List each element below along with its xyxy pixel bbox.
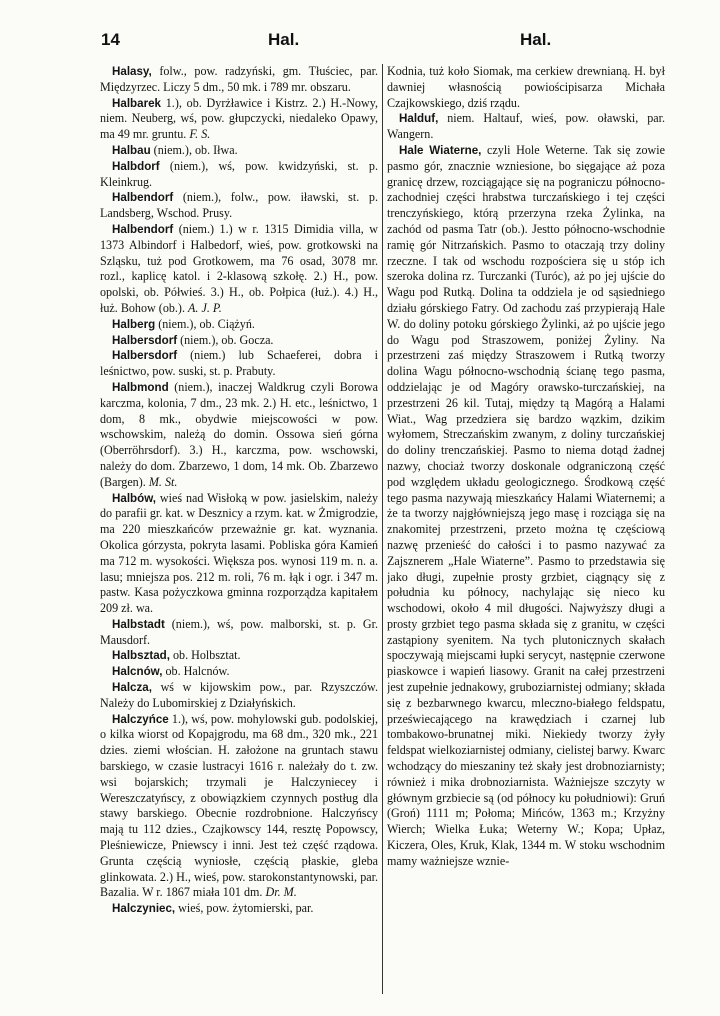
entry-headword: Halczyńce — [112, 712, 169, 726]
entry-text: folw., pow. radzyński, gm. Tłuściec, par. Międzyrzec. Liczy 5 dm., 50 mk. i 789 mr. obszaru. — [100, 64, 378, 94]
entry-text: wś w kijowskim pow., par. Rzyszczów. Należy do Lubomirskiej z Działyńskich. — [100, 680, 378, 710]
entry-headword: Halcza, — [112, 681, 152, 695]
dictionary-entry — [387, 143, 665, 870]
dictionary-entry — [387, 64, 665, 111]
entry-headword: Halbstadt — [112, 617, 165, 631]
entry-headword: Halbsztad, — [112, 649, 170, 663]
entry-text: wieś, pow. żytomierski, par. — [175, 901, 314, 916]
dictionary-entry — [100, 491, 378, 617]
entry-headword: Halduf, — [399, 112, 439, 126]
entry-text: (niem.), ob. Ciążyń. — [155, 316, 255, 331]
entry-text: (niem.), wś, pow. malborski, st. p. Gr. Mausdorf. — [100, 616, 378, 647]
entry-headword: Halbersdorf — [112, 333, 178, 347]
dictionary-entry — [100, 190, 378, 222]
entry-headword: Halbersdorf — [112, 349, 178, 363]
entry-text: Kodnia, tuż koło Siomak, ma cerkiew drewnianą. H. był dawniej własnością powiościpisarza Michała Czajkowskiego, dziś rządu. — [387, 64, 665, 110]
running-head-right: Hal. — [520, 30, 552, 49]
entry-text: czyli Hole Weterne. Tak się zowie pasmo gór, znacznie wzniesione, bo sięgające aż poza granicę drzew, rozciągające się na pograniczu północno-zachodniej części hrabstwa turczańskiego i tej części trenczyńskiego, którą przerzyna rzeka Żylinka, na zachód od pasma Tatr (ob.). Jestto północno-wschodnie ramię gór Nitrzańskich. Pasmo to otaczają trzy doliny rzeczne. I tak od wschodu rozpościera się u stóp ich szeroka dolina rz. Turczanki (Turóc), aż po jej ujście do Wagu pod Rutką. Dolina ta oddziela je od sąsiedniego działu górskiego Fatry. Od zachodu zaś przypierają Hale W. do doliny potoku górskiego Żylinki, aż po ujście jego do Wagu pod Straszowem, poniżej Żyliny. Na przestrzeni zaś między Straszowem i Rutką tworzy dolina Wagu północno-wschodnią ścianę tego pasma, oddzielając je od Magóry orawsko-turczańskiej, na przestrzeni 26 kil. Tutaj, między tą Magórą a Halami Wiat., Wag przedziera się bardzo wązkim, dzikim wyłomem, Streczańskim zwanym, z doliny turczańskiej do doliny trenczańskiej. Pasmo to niema dotąd żadnej nazwy, chociaż tworzy doskonale odgraniczoną część pod względem układu geologicznego. Środkową część tego pasma nazywają mieszkańcy Halami Wiaternemi; a że ta tworzy najgłówniejszą jego masę i rozciąga się na znakomitej przestrzeni, przeto można tę częściową nazwę przenieść do całości i to pasmo nazywać za Zajsznerem „Hale Wiaterne”. Pasmo to przedstawia się jako długi, zupełnie prosty grzbiet, ciągnący się z południa ku północy, nachylając się nieco ku wschodowi, około 4 mil długości. Najwyższy długi a prosty grzbiet tego pasma składa się z granitu, w części zastąpiony syenitem. Na tych plutonicznych skałach spoczywają miejscami łupki serycyt, następnie czerwone piaskowce i wapień liasowy. Granit na całej przestrzeni jest zupełnie jednakowy, gruboziarnistej odmiany; składa się z bezbarwnego kwarcu, mleczno-białego feldspatu, przeświecającego na krawędziach i czarnej lub tombakowo-brunatnej miki. Niekiedy tworzy żyły feldspat wielkoziarnistej odmiany, cielistej barwy. Kwarc wchodzący do mieszaniny też skały jest drobnoziarnisty; również i mika drobnoziarnista. Ważniejsze szczyty w głównym grzbiecie są (od północy ku południowi): Gruń (Groń) 1111 m; Połoma; Mińców, 1363 m.; Krzyżny Wierch; Wielka Łuka; Weterny W.; Kopa; Upłaz, Kiczera, Oles, Kruk, Klak, 1344 m. W stoku wschodnim mamy ważniejsze wznie- — [387, 142, 665, 868]
dictionary-entry — [100, 617, 378, 649]
entry-headword: Halbau — [112, 143, 151, 157]
entry-signature: F. S. — [189, 127, 211, 142]
column-divider — [382, 64, 383, 994]
entry-text: (niem.), wś, pow. kwidzyński, st. p. Kleinkrug. — [100, 158, 378, 189]
dictionary-entry — [100, 333, 378, 349]
entry-text: ob. Halcnów. — [162, 664, 230, 679]
right-column — [387, 64, 665, 994]
page-header — [0, 30, 720, 58]
entry-signature: M. St. — [148, 474, 178, 489]
entry-headword: Halbendorf — [112, 191, 174, 205]
entry-text: (niem.) lub Schaeferei, dobra i leśnictwo, pow. suski, st. p. Prabuty. — [100, 348, 378, 379]
page-number: 14 — [101, 30, 120, 49]
entry-text: (niem.) 1.) w r. 1315 Dimidia villa, w 1373 Albindorf i Halbedorf, wieś, pow. grotkowski na Szląsku, tuż pod Grotkowem, ma 76 osad, 3078 mr. rozl., kaplicę katol. i 2-klasową szkołę. 2.) H., pow. opolski, ob. Półwieś. 3.) H., ob. Połpica (łuż.). 4.) H., łuż. Bohow (ob.). — [100, 221, 378, 315]
dictionary-entry — [100, 64, 378, 96]
dictionary-entry — [100, 664, 378, 680]
dictionary-entry — [100, 159, 378, 191]
entry-headword: Halczyniec, — [112, 902, 176, 916]
dictionary-entry — [100, 348, 378, 380]
entry-headword: Halbendorf — [112, 222, 174, 236]
entry-text: (niem.), ob. Gocza. — [177, 332, 274, 347]
dictionary-entry — [100, 648, 378, 664]
entry-text: 1.), ob. Dyrżławice i Kistrz. 2.) H.-Nowy, niem. Neuberg, wś, pow. głupczycki, niedaleko Opawy, ma 49 mr. gruntu. — [100, 95, 378, 142]
entry-text: wieś nad Wisłoką w pow. jasielskim, należy do parafii gr. kat. w Desznicy a rzym. kat. w Żmigrodzie, ma 220 mieszkańców przeważnie gr. kat. wyznania. Okolica górzysta, pokryta lasami. Pobliska góra Kamień ma 712 m. wysokości. Większa pos. wynosi 119 m. n. a. lasu; mniejsza pos. 212 m. roli, 76 m. łąk i ogr. i 347 m. pastw. Kasa pożyczkowa gminna rozporządza kapitałem 209 zł. wa. — [100, 490, 378, 616]
entry-text: ob. Holbsztat. — [169, 648, 241, 663]
entry-signature: A. J. P. — [188, 300, 222, 315]
entry-headword: Halasy, — [112, 65, 152, 78]
entry-text: niem. Haltauf, wieś, pow. oławski, par. Wangern. — [387, 111, 665, 142]
left-column — [100, 64, 378, 994]
entry-headword: Halberg — [112, 317, 156, 331]
entry-text: (niem.), ob. Iłwa. — [150, 142, 238, 157]
dictionary-entry — [100, 317, 378, 333]
entry-headword: Halbów, — [112, 491, 157, 505]
dictionary-entry — [100, 901, 378, 917]
entry-text: (niem.), folw., pow. iławski, st. p. Landsberg, Wschod. Prusy. — [100, 190, 378, 221]
dictionary-entry — [100, 712, 378, 902]
entry-headword: Halbmond — [112, 380, 169, 394]
entry-headword: Hale Wiaterne, — [399, 143, 482, 157]
dictionary-entry — [100, 680, 378, 712]
entry-headword: Halbdorf — [112, 159, 160, 173]
dictionary-entry — [100, 96, 378, 143]
dictionary-entry — [100, 143, 378, 159]
dictionary-entry — [100, 222, 378, 317]
entry-text: (niem.), inaczej Waldkrug czyli Borowa karczma, kolonia, 7 dm., 23 mk. 2.) H. etc., leśnictwo, 1 dom, 8 mk., obydwie miejscowości w pow. wschowskim, należą do domin. Ossowa sień górna (Oberröhrsdorf). 3.) H., karczma, pow. wschowski, należy do dom. Zbarzewo, 1 dom, 14 mk. Ob. Zbarzewo (Bargen). — [100, 379, 378, 489]
entry-headword: Halcnów, — [112, 665, 163, 679]
entry-signature: Dr. M. — [265, 885, 297, 900]
entry-text: 1.), wś, pow. mohylowski gub. podolskiej, o kilka wiorst od Kopajgrodu, ma 68 dm., 320 mk., 221 dzies. ziemi włościan. H. założone na gruntach stawu barskiego, w czasie lustracyi 1616 r. należały do t. zw. wsi bojarskich; trzymali je Halczyniecey i Wereszczatyńscy, z obowiązkiem czynnych postług dla stawy barskiego. Obecnie rozdrobnione. Halczyńscy mają tu 112 dzies., Czajkowscy 144, resztę Popowscy, Pleśniewicze, Pniewscy i inni. Jest też część rządowa. Grunta częścią wyniosłe, częścią płaskie, gleba glinkowata. 2.) H., wieś, pow. starokonstantynowski, par. Bazalia. W r. 1867 miała 101 dm. — [100, 711, 378, 900]
running-head-left: Hal. — [268, 30, 300, 49]
dictionary-entry — [387, 111, 665, 143]
dictionary-entry — [100, 380, 378, 491]
entry-headword: Halbarek — [112, 96, 161, 110]
